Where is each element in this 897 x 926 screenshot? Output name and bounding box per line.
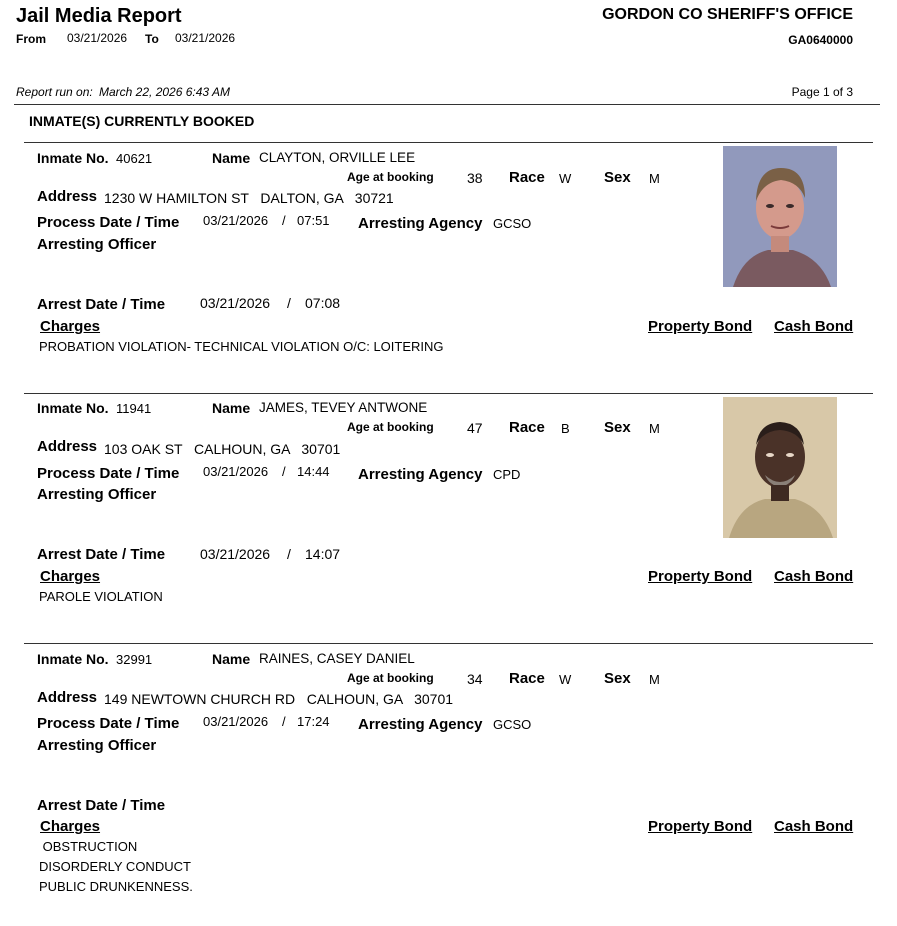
name-label: Name [212,150,251,166]
mugshot-photo [723,146,837,287]
process-slash: / [282,714,286,729]
record-divider [24,393,873,394]
sex-value: M [649,672,660,687]
agency-label: Arresting Agency [358,716,483,733]
race-value: W [559,672,572,687]
sex-label: Sex [604,419,631,436]
charge-item: OBSTRUCTION [39,839,138,854]
process-slash: / [282,464,286,479]
to-label: To [145,32,159,46]
property-bond-label: Property Bond [648,818,753,835]
inmate-no-label: Inmate No. [37,400,109,416]
race-value: W [559,171,572,186]
address-label: Address [37,188,98,205]
process-date: 03/21/2026 [203,464,269,479]
inmate-no: 11941 [116,401,152,416]
inmate-no: 32991 [116,652,153,667]
to-date: 03/21/2026 [175,31,236,45]
property-bond-label: Property Bond [648,318,753,335]
arrest-label: Arrest Date / Time [37,797,166,814]
age-value: 47 [467,420,483,436]
age-label: Age at booking [347,671,434,685]
process-time: 07:51 [297,213,330,228]
mugshot-photo [723,397,837,538]
header-rule [14,104,880,105]
arrest-time: 07:08 [305,295,341,311]
sex-label: Sex [604,169,631,186]
charge-item: PROBATION VIOLATION- TECHNICAL VIOLATION O/C: LOITERING [39,339,444,354]
address-label: Address [37,438,98,455]
address-label: Address [37,689,98,706]
arrest-label: Arrest Date / Time [37,296,166,313]
agency-value: GCSO [493,216,532,231]
charges-label: Charges [40,318,101,335]
property-bond-label: Property Bond [648,568,753,585]
inmate-name: JAMES, TEVEY ANTWONE [259,400,428,415]
name-label: Name [212,400,251,416]
race-value: B [561,421,570,436]
agency-label: Arresting Agency [358,466,483,483]
race-label: Race [509,169,545,186]
charges-label: Charges [40,568,101,585]
race-label: Race [509,670,545,687]
sex-value: M [649,171,660,186]
process-label: Process Date / Time [37,715,180,732]
sex-value: M [649,421,660,436]
charge-item: PAROLE VIOLATION [39,589,163,604]
officer-label: Arresting Officer [37,737,157,754]
inmate-no: 40621 [116,151,153,166]
officer-label: Arresting Officer [37,486,157,503]
section-heading: INMATE(S) CURRENTLY BOOKED [29,113,255,129]
record-divider [24,643,873,644]
officer-label: Arresting Officer [37,236,157,253]
process-date: 03/21/2026 [203,213,269,228]
age-value: 38 [467,170,483,186]
cash-bond-label: Cash Bond [774,568,854,585]
arrest-time: 14:07 [305,546,341,562]
arrest-date: 03/21/2026 [200,546,271,562]
agency-label: Arresting Agency [358,215,483,232]
process-label: Process Date / Time [37,214,180,231]
page-number: Page 1 of 3 [791,85,853,99]
section-rule [24,142,873,143]
arrest-slash: / [287,546,291,562]
arrest-slash: / [287,295,291,311]
race-label: Race [509,419,545,436]
process-slash: / [282,213,286,228]
inmate-name: RAINES, CASEY DANIEL [259,651,415,666]
name-label: Name [212,651,251,667]
process-label: Process Date / Time [37,465,180,482]
from-label: From [16,32,46,46]
cash-bond-label: Cash Bond [774,318,854,335]
agency-value: CPD [493,467,521,482]
arrest-label: Arrest Date / Time [37,546,166,563]
process-date: 03/21/2026 [203,714,269,729]
process-time: 14:44 [297,464,330,479]
report-run-label: Report run on: [16,85,93,99]
age-value: 34 [467,671,483,687]
charge-item: DISORDERLY CONDUCT [39,859,191,874]
inmate-name: CLAYTON, ORVILLE LEE [259,150,416,165]
cash-bond-label: Cash Bond [774,818,854,835]
age-label: Age at booking [347,420,434,434]
arrest-date: 03/21/2026 [200,295,271,311]
address-value: 103 OAK ST CALHOUN, GA 30701 [104,441,341,457]
agency-value: GCSO [493,717,532,732]
inmate-no-label: Inmate No. [37,150,109,166]
report-title: Jail Media Report [16,5,182,27]
address-value: 149 NEWTOWN CHURCH RD CALHOUN, GA 30701 [104,691,454,707]
from-date: 03/21/2026 [67,31,128,45]
age-label: Age at booking [347,170,434,184]
address-value: 1230 W HAMILTON ST DALTON, GA 30721 [104,190,394,206]
sex-label: Sex [604,670,631,687]
agency-name: GORDON CO SHERIFF'S OFFICE [602,6,853,23]
inmate-no-label: Inmate No. [37,651,109,667]
agency-code: GA0640000 [788,33,853,47]
charge-item: PUBLIC DRUNKENNESS. [39,879,193,894]
charges-label: Charges [40,818,101,835]
process-time: 17:24 [297,714,330,729]
report-run-value: March 22, 2026 6:43 AM [99,85,230,99]
